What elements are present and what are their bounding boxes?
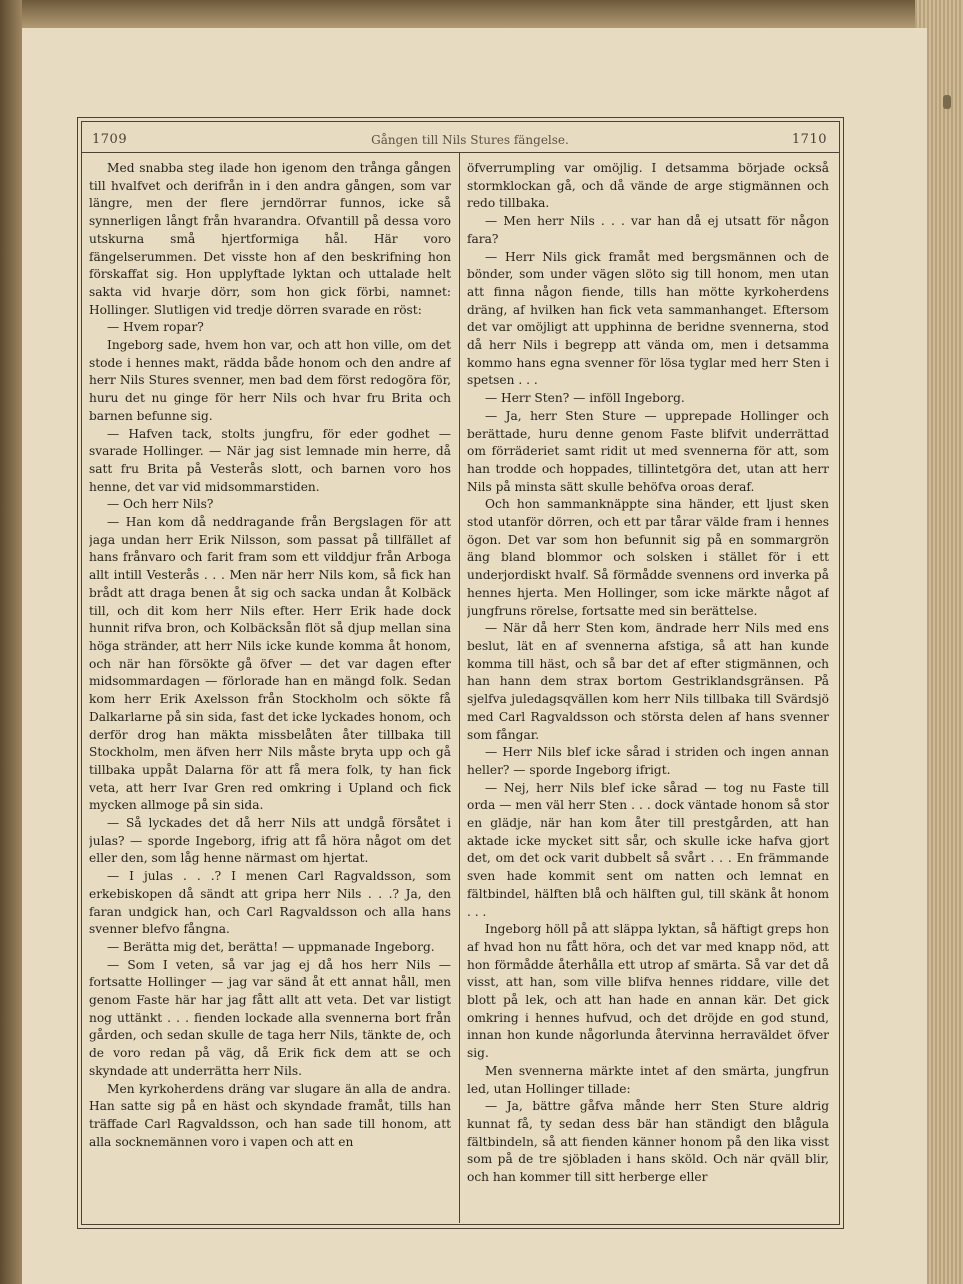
paragraph: — Som I veten, så var jag ej då hos herr Nils — fortsatte Hollinger — jag var sänd åt ett annat håll, men genom Faste här har jag fått allt att veta. Det var listigt nog uttänkt . . . fienden lockade alla svennerna bort från gården, och sedan skulle de taga herr Nils, tänkte de, och de voro redan på väg, då Erik fick dem att se och skyndade att underrätta herr Nils. [89, 957, 451, 1078]
left-column [89, 160, 451, 1220]
paragraph: Men svennerna märkte intet af den smärta, jungfrun led, utan Hollinger tillade: [467, 1063, 829, 1096]
column-divider [459, 153, 460, 1223]
paragraph: — Berätta mig det, berätta! — uppmanade Ingeborg. [107, 939, 435, 954]
running-title: Gången till Nils Stures fängelse. [371, 133, 569, 147]
paragraph: Med snabba steg ilade hon igenom den trånga gången till hvalfvet och derifrån in i den andra gången, som var längre, men der flere jerndörrar funnos, icke så synnerligen långt från hvarandra. Ofvantill på dessa voro utskurna små hjertformiga hål. Här voro fängelserummen. Det visste hon af den beskrifning hon förskaffat sig. Hon upplyftade lyktan och uttalade helt sakta vid hvarje dörr, som hon gick förbi, namnet: Hollinger. Slutligen vid tredje dörren svarade en röst: [89, 161, 451, 317]
paragraph: Ingeborg sade, hvem hon var, och att hon ville, om det stode i hennes makt, rädda både honom och den andre af herr Nils Stures svenner, men bad dem först redogöra för, huru det nu ginge för herr Nils och hvar fru Brita och barnen befunne sig. [89, 338, 451, 423]
right-column [467, 160, 829, 1220]
page-number-right: 1710 [791, 132, 827, 147]
paragraph: Men kyrkoherdens dräng var slugare än alla de andra. Han satte sig på en häst och skyndade framåt, tills han träffade Carl Ragvaldsson, och han sade till honom, att alla socknemännen voro i vapen och att en [89, 1081, 451, 1149]
page-number-left: 1709 [92, 132, 128, 147]
book-spine [0, 0, 22, 1284]
paragraph: öfverrumpling var omöjlig. I detsamma började också stormklockan gå, och då vände de arge stigmännen och redo tillbaka. [467, 161, 829, 211]
paragraph: — Nej, herr Nils blef icke sårad — tog nu Faste till orda — men väl herr Sten . . . dock väntade honom så stor en glädje, när han kom åter till prestgården, att han aktade icke mycket sitt sår, och skulle icke hafva gjort det, om det ock varit dubbelt så svårt . . . En främmande sven hade kommit sent om natten och lemnat en fältbindel, hälften blå och hälften gul, till skänk åt honom . . . [467, 780, 829, 919]
paragraph: — Herr Nils gick framåt med bergsmännen och de bönder, som under vägen slöto sig till honom, men utan att finna någon fiende, tills han mötte kyrkoherdens dräng, af hvilken han fick veta sammanhanget. Eftersom det var omöjligt att upphinna de beridne svennerna, stod då herr Nils i begrepp att vända om, men i detsamma kommo hans egna svenner för lösa tyglar med herr Sten i spetsen . . . [467, 249, 829, 388]
paragraph: — När då herr Sten kom, ändrade herr Nils med ens beslut, lät en af svennerna afstiga, så att han kunde komma till häst, och så bar det af efter stigmännen, och han hann dem strax bortom Gestriklandsgränsen. På sjelfva juledagsqvällen kom herr Nils tillbaka till Svärdsjö med Carl Ragvaldsson och största delen af hans svenner som fångar. [467, 621, 829, 742]
paragraph: Ingeborg höll på att släppa lyktan, så häftigt greps hon af hvad hon nu fått höra, och det var med knapp nöd, att hon förmådde återhålla ett utrop af smärta. Så var det då visst, att han, som ville blifva hennes riddare, ville det blott på lek, och att han hade en annan kär. Det gick omkring i hennes hufvud, och det dröjde en god stund, innan hon kunde någorlunda återvinna herraväldet öfver sig. [467, 922, 829, 1061]
paragraph: — Herr Sten? — inföll Ingeborg. [485, 391, 685, 406]
paragraph: — Så lyckades det då herr Nils att undgå försåtet i julas? — sporde Ingeborg, ifrig att få höra något om det eller den, som låg henne närmast om hjertat. [89, 816, 451, 866]
paragraph: — I julas . . .? I menen Carl Ragvaldsson, som erkebiskopen då sändt att gripa herr Nils . . .? Ja, den faran undgick han, och Carl Ragvaldsson och alla hans svenner blefvo fångna. [89, 869, 451, 937]
paragraph: Och hon sammanknäppte sina händer, ett ljust sken stod utanför dörren, och ett par tårar välde fram i hennes ögon. Det var som hon befunnit sig på en sommargrön äng bland blommor och solsken i stället för i ett underjordiskt hvalf. Så förmådde svennens ord inverka på hennes hjerta. Men Hollinger, som icke märkte något af jungfruns rörelse, fortsatte med sin berättelse. [467, 497, 829, 618]
paragraph: — Hvem ropar? [107, 320, 204, 335]
paragraph: — Men herr Nils . . . var han då ej utsatt för någon fara? [467, 214, 829, 246]
paragraph: — Ja, bättre gåfva månde herr Sten Sture aldrig kunnat få, ty sedan dess bär han ständigt den blågula fältbindeln, så att fienden känner honom på den lika visst som på de tre sjöbladen i hans sköld. Och när qväll blir, och han kommer till sitt herberge eller [467, 1099, 829, 1185]
paragraph: — Och herr Nils? [107, 497, 214, 512]
paragraph: — Ja, herr Sten Sture — upprepade Hollinger och berättade, huru denne genom Faste blifvit underrättad om förräderiet samt ridit ut med svennerna för att, som han trodde och hoppades, tillintetgöra det, utan att herr Nils på minsta sätt skulle behöfva oroas deraf. [467, 408, 829, 494]
paragraph: — Herr Nils blef icke sårad i striden och ingen annan heller? — sporde Ingeborg ifrigt. [467, 745, 829, 777]
paper-scuff [943, 95, 951, 109]
paragraph: — Han kom då neddragande från Bergslagen för att jaga undan herr Erik Nilsson, som passat på tillfället af hans frånvaro och farit fram som ett vilddjur från Arboga allt intill Vesterås . . . Men när herr Nils kom, så fick han brådt att draga benen åt sig och sacka undan åt Kolbäck till, och dit kom herr Nils efter. Herr Erik hade dock hunnit rifva bron, och Kolbäcksån flöt så djup mellan sina höga stränder, att herr Nils icke kunde komma åt honom, och när han försökte gå öfver — det var dagen efter midsommardagen — förlorade han en mängd folk. Sedan kom herr Erik Axelsson från Stockholm och sökte få Dalkarlarne på sin sida, fast det icke lyckades honom, och derför drog han mäkta missbelåten åter tillbaka till Stockholm, men äfven herr Nils måste bryta upp och gå tillbaka uppåt Dalarna för att få mera folk, ty han fick veta, att herr Ivar Gren red omkring i Upland och fick mycken allmoge på sin sida. [89, 515, 451, 813]
paragraph: — Hafven tack, stolts jungfru, för eder godhet — svarade Hollinger. — När jag sist lemnade min herre, då satt fru Brita på Vesterås slott, och barnen voro hos henne, det var vid midsommarstiden. [89, 426, 451, 494]
header-rule [81, 152, 839, 153]
